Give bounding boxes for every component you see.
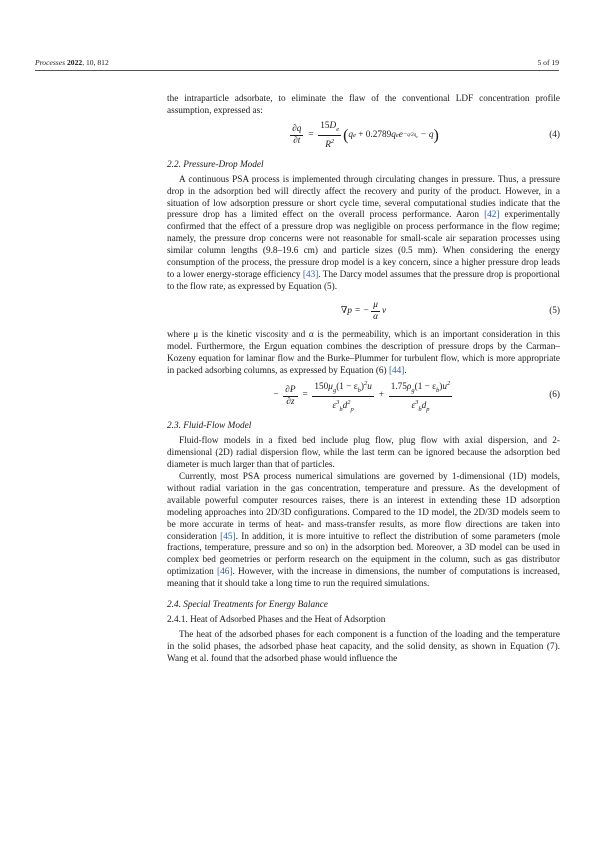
paragraph: the intraparticle adsorbate, to eliminate the flaw of the conventional LDF concentration profile assumption, expressed as: (167, 94, 560, 116)
section-heading: 2.2. Pressure-Drop Model (167, 159, 264, 170)
paragraph: The heat of the adsorbed phases for each component is a function of the loading and the temperature in the solid phases, the adsorbed phase heat capacity, and the solid density, as shown in Equation (7). Wang et al. found that the adsorbed phase would influence the (167, 629, 560, 664)
paragraph: where μ is the kinetic viscosity and α is the permeability, which is an important consideration in this model. Furthermore, the Ergun equation combines the description of pressure drops by the Carman–Kozeny equation for laminar flow and the Burke–Plummer for turbulent flow, which is more appropriate in packed adsorbing columns, as expressed by Equation (6) [44]. (167, 329, 560, 376)
citation-link[interactable]: [43] (302, 269, 319, 280)
citation-link[interactable]: [44] (388, 365, 405, 376)
equation-number: (5) (549, 305, 560, 316)
paragraph: Currently, most PSA process numerical simulations are governed by 1-dimensional (1D) models, without radial variation in the gas concentration, temperature and pressure. As the development of available powerful computer resources raises, there is an interest in extending these 1D adsorption modeling approaches into 2D/3D configurations. Compared to the 1D model, the 2D/3D models seem to be more accurate in terms of heat- and mass-transfer results, as more flow directions are taken into consideration [45]. In addition, it is more intuitive to reflect the distribution of some parameters (mole fractions, temperature, pressure and so on) in the adsorption bed. Moreover, a 3D model can be used in complex bed geometries or perform research on the equipment in the column, such as gas distributor optimization [46]. However, with the increase in dimensions, the number of computations is increased, meaning that it should take a long time to run the required simulations. (167, 472, 560, 590)
paragraph: Fluid-flow models in a fixed bed include plug flow, plug flow with axial dispersion, and 2-dimensional (2D) radial dispersion flow, while the last term can be ignored because the adsorption bed diameter is much larger than that of particles. (167, 436, 560, 471)
header-rule (35, 70, 559, 71)
page-number: 5 of 19 (537, 58, 559, 67)
section-heading: 2.3. Fluid-Flow Model (167, 421, 252, 432)
subsection-heading: 2.4.1. Heat of Adsorbed Phases and the Heat of Adsorption (167, 615, 386, 625)
running-header (35, 58, 559, 67)
section-heading: 2.4. Special Treatments for Energy Balance (167, 600, 328, 611)
citation-link[interactable]: [42] (484, 210, 500, 221)
equation-6: − $\frac{\partial P}{\partial z}$ = $\frac{150\mu_g(1 - \varepsilon_b)^2u}{\varepsilon^3_bd^2_p}$ + $\frac{1.75\rho_g(1 - \varepsilon_b)u^2}{\varepsilon^3_bd_p}$ (6) (272, 379, 560, 413)
equation-5: ∇ p = − $\frac{\mu}{\alpha}$ v (5) (340, 300, 560, 323)
citation-link[interactable]: [46] (217, 567, 233, 578)
article-body (167, 94, 560, 666)
citation-link[interactable]: [45] (220, 531, 236, 542)
paragraph: A continuous PSA process is implemented through circulating changes in pressure. Thus, a pressure drop in the adsorption bed will directly affect the recovery and purity of the product. However, in a situation of low adsorption pressure or short cycle time, several computational studies indicate that the pressure drop has a limited effect on the overall process performance. Aaron [42] experimentally confirmed that the effect of a pressure drop was negligible on process performance in the flow regime; namely, the pressure drop concerns were not reasonable for small-scale air separation processes using similar column lengths (9.8–19.6 cm) and particle sizes (0.5 mm). When considering the energy consumption of the process, the pressure drop model is a key concern, since a higher pressure drop leads to a lower energy-storage efficiency [43]. The Darcy model assumes that the pressure drop is proportional to the flow rate, as expressed by Equation (5). (167, 174, 560, 292)
equation-number: (4) (549, 129, 560, 140)
journal-citation: Processes 2022, 10, 812 (35, 58, 109, 67)
equation-number: (6) (549, 390, 560, 401)
equation-4: $\frac{\partial q}{\partial t}$ = $\frac{15D_e}{R^2}$ ( q e + 0.2789 q e e $-q/2q_e$ − q ) (4) (292, 120, 560, 150)
